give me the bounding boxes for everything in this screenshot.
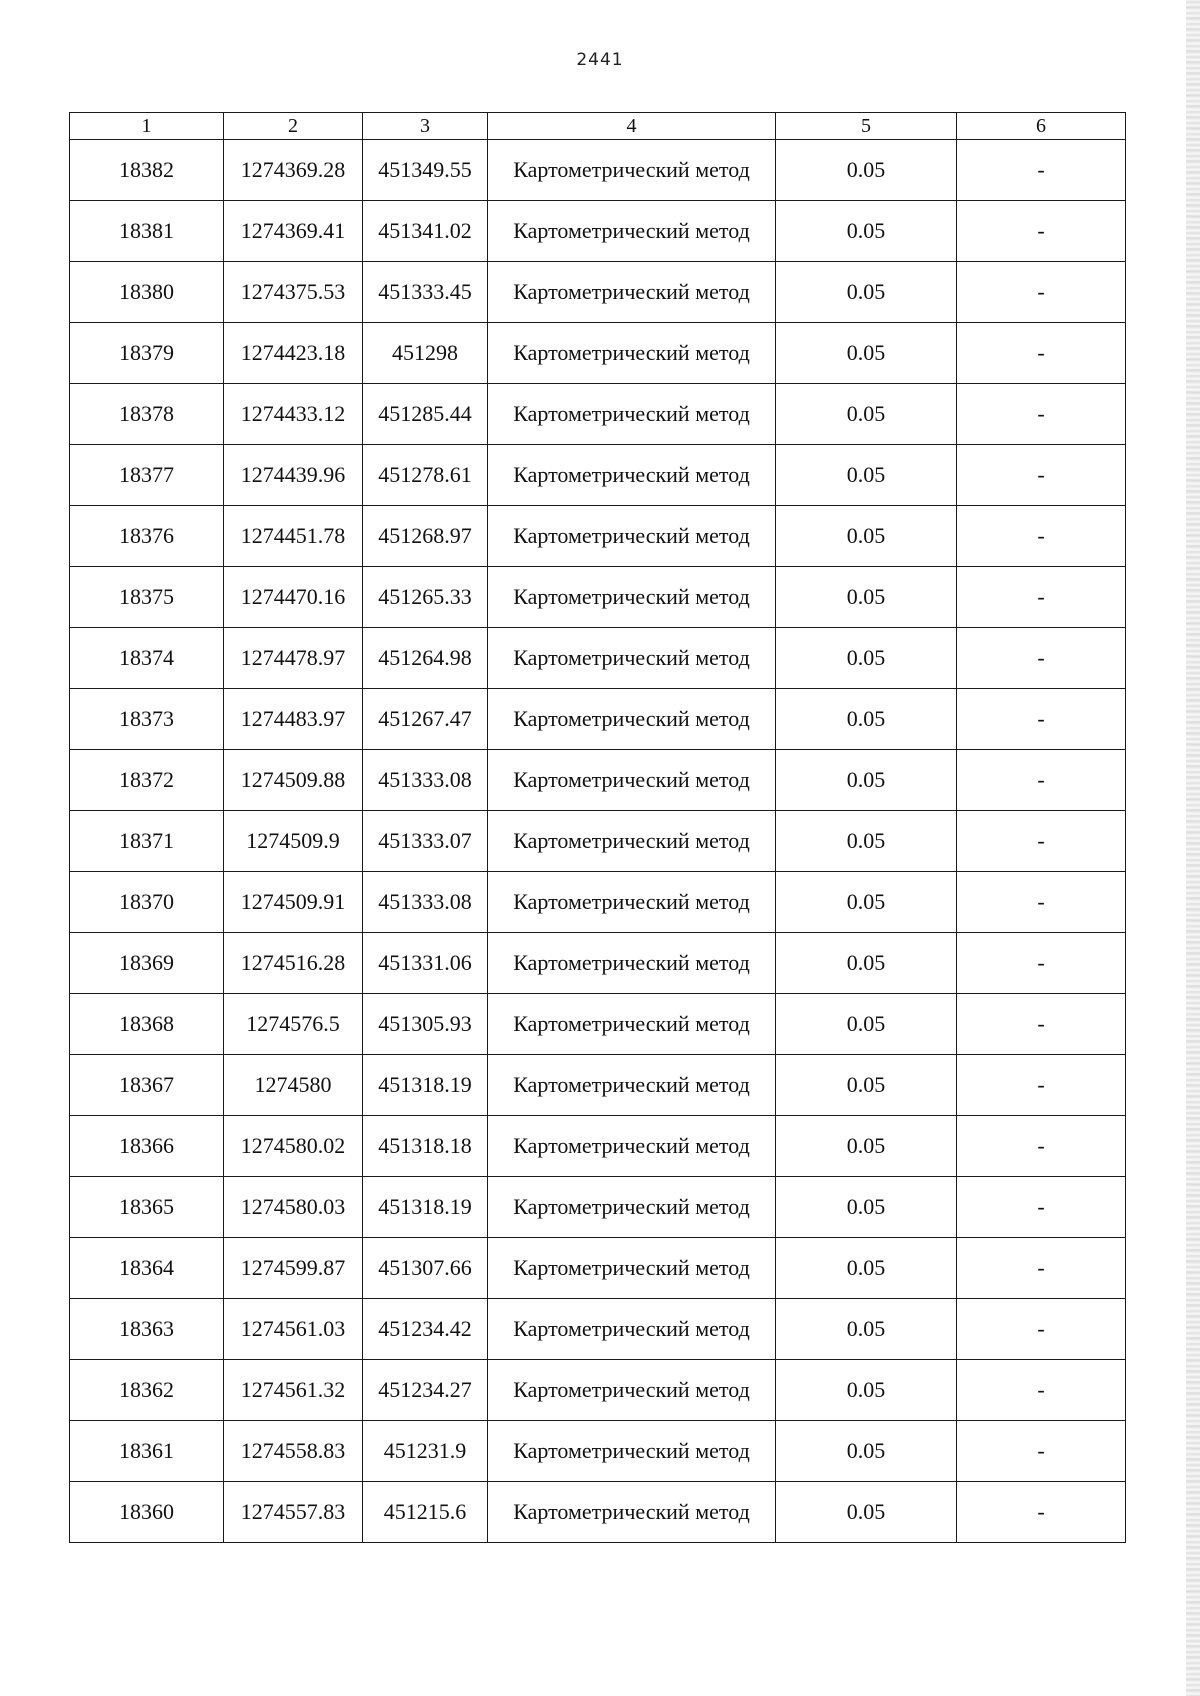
method-cell: Картометрический метод	[488, 1299, 776, 1360]
header-cell-5: 5	[776, 113, 957, 140]
note-cell: -	[957, 750, 1126, 811]
scan-edge-artifact	[1186, 0, 1200, 1696]
table-row	[70, 201, 1126, 262]
table-row	[70, 750, 1126, 811]
accuracy-cell: 0.05	[776, 933, 957, 994]
header-cell-4: 4	[488, 113, 776, 140]
table-row	[70, 994, 1126, 1055]
y-coordinate-cell: 451231.9	[363, 1421, 488, 1482]
x-coordinate-cell: 1274509.88	[224, 750, 363, 811]
point-number-cell: 18367	[70, 1055, 224, 1116]
y-coordinate-cell: 451318.19	[363, 1055, 488, 1116]
note-cell: -	[957, 384, 1126, 445]
accuracy-cell: 0.05	[776, 201, 957, 262]
accuracy-cell: 0.05	[776, 140, 957, 201]
method-cell: Картометрический метод	[488, 384, 776, 445]
table-body	[70, 140, 1126, 1543]
note-cell: -	[957, 567, 1126, 628]
note-cell: -	[957, 628, 1126, 689]
method-cell: Картометрический метод	[488, 872, 776, 933]
point-number-cell: 18378	[70, 384, 224, 445]
note-cell: -	[957, 1299, 1126, 1360]
y-coordinate-cell: 451331.06	[363, 933, 488, 994]
point-number-cell: 18361	[70, 1421, 224, 1482]
x-coordinate-cell: 1274557.83	[224, 1482, 363, 1543]
note-cell: -	[957, 1360, 1126, 1421]
x-coordinate-cell: 1274576.5	[224, 994, 363, 1055]
accuracy-cell: 0.05	[776, 1299, 957, 1360]
x-coordinate-cell: 1274433.12	[224, 384, 363, 445]
x-coordinate-cell: 1274369.41	[224, 201, 363, 262]
point-number-cell: 18371	[70, 811, 224, 872]
table-row	[70, 262, 1126, 323]
table-row	[70, 933, 1126, 994]
point-number-cell: 18380	[70, 262, 224, 323]
method-cell: Картометрический метод	[488, 1116, 776, 1177]
point-number-cell: 18376	[70, 506, 224, 567]
accuracy-cell: 0.05	[776, 323, 957, 384]
y-coordinate-cell: 451278.61	[363, 445, 488, 506]
method-cell: Картометрический метод	[488, 1055, 776, 1116]
y-coordinate-cell: 451285.44	[363, 384, 488, 445]
table-row	[70, 1116, 1126, 1177]
table-row	[70, 506, 1126, 567]
accuracy-cell: 0.05	[776, 994, 957, 1055]
method-cell: Картометрический метод	[488, 140, 776, 201]
note-cell: -	[957, 506, 1126, 567]
note-cell: -	[957, 1055, 1126, 1116]
note-cell: -	[957, 689, 1126, 750]
table-row	[70, 1482, 1126, 1543]
table-row	[70, 1421, 1126, 1482]
table-row	[70, 445, 1126, 506]
y-coordinate-cell: 451333.45	[363, 262, 488, 323]
accuracy-cell: 0.05	[776, 750, 957, 811]
note-cell: -	[957, 1421, 1126, 1482]
x-coordinate-cell: 1274439.96	[224, 445, 363, 506]
accuracy-cell: 0.05	[776, 445, 957, 506]
page-number: 2441	[576, 50, 624, 70]
header-cell-6: 6	[957, 113, 1126, 140]
header-row	[70, 113, 1126, 140]
method-cell: Картометрический метод	[488, 201, 776, 262]
x-coordinate-cell: 1274558.83	[224, 1421, 363, 1482]
note-cell: -	[957, 201, 1126, 262]
y-coordinate-cell: 451333.07	[363, 811, 488, 872]
table-row	[70, 689, 1126, 750]
table-row	[70, 323, 1126, 384]
table-row	[70, 384, 1126, 445]
accuracy-cell: 0.05	[776, 262, 957, 323]
table-row	[70, 1055, 1126, 1116]
accuracy-cell: 0.05	[776, 1238, 957, 1299]
method-cell: Картометрический метод	[488, 506, 776, 567]
point-number-cell: 18368	[70, 994, 224, 1055]
x-coordinate-cell: 1274599.87	[224, 1238, 363, 1299]
accuracy-cell: 0.05	[776, 1055, 957, 1116]
accuracy-cell: 0.05	[776, 1482, 957, 1543]
header-cell-1: 1	[70, 113, 224, 140]
y-coordinate-cell: 451298	[363, 323, 488, 384]
x-coordinate-cell: 1274580	[224, 1055, 363, 1116]
point-number-cell: 18375	[70, 567, 224, 628]
y-coordinate-cell: 451318.19	[363, 1177, 488, 1238]
accuracy-cell: 0.05	[776, 1177, 957, 1238]
accuracy-cell: 0.05	[776, 872, 957, 933]
point-number-cell: 18360	[70, 1482, 224, 1543]
header-cell-3: 3	[363, 113, 488, 140]
table-row	[70, 628, 1126, 689]
table-row	[70, 811, 1126, 872]
method-cell: Картометрический метод	[488, 811, 776, 872]
accuracy-cell: 0.05	[776, 1360, 957, 1421]
point-number-cell: 18362	[70, 1360, 224, 1421]
y-coordinate-cell: 451305.93	[363, 994, 488, 1055]
x-coordinate-cell: 1274369.28	[224, 140, 363, 201]
method-cell: Картометрический метод	[488, 994, 776, 1055]
x-coordinate-cell: 1274451.78	[224, 506, 363, 567]
accuracy-cell: 0.05	[776, 811, 957, 872]
method-cell: Картометрический метод	[488, 445, 776, 506]
y-coordinate-cell: 451333.08	[363, 872, 488, 933]
note-cell: -	[957, 811, 1126, 872]
point-number-cell: 18370	[70, 872, 224, 933]
method-cell: Картометрический метод	[488, 1177, 776, 1238]
point-number-cell: 18369	[70, 933, 224, 994]
x-coordinate-cell: 1274375.53	[224, 262, 363, 323]
method-cell: Картометрический метод	[488, 567, 776, 628]
point-number-cell: 18364	[70, 1238, 224, 1299]
x-coordinate-cell: 1274561.32	[224, 1360, 363, 1421]
accuracy-cell: 0.05	[776, 689, 957, 750]
y-coordinate-cell: 451349.55	[363, 140, 488, 201]
y-coordinate-cell: 451318.18	[363, 1116, 488, 1177]
accuracy-cell: 0.05	[776, 506, 957, 567]
x-coordinate-cell: 1274478.97	[224, 628, 363, 689]
point-number-cell: 18381	[70, 201, 224, 262]
y-coordinate-cell: 451341.02	[363, 201, 488, 262]
point-number-cell: 18379	[70, 323, 224, 384]
note-cell: -	[957, 262, 1126, 323]
table-row	[70, 1299, 1126, 1360]
x-coordinate-cell: 1274483.97	[224, 689, 363, 750]
note-cell: -	[957, 323, 1126, 384]
table-row	[70, 140, 1126, 201]
note-cell: -	[957, 933, 1126, 994]
method-cell: Картометрический метод	[488, 262, 776, 323]
point-number-cell: 18365	[70, 1177, 224, 1238]
method-cell: Картометрический метод	[488, 1238, 776, 1299]
table-row	[70, 872, 1126, 933]
y-coordinate-cell: 451267.47	[363, 689, 488, 750]
table-row	[70, 1177, 1126, 1238]
x-coordinate-cell: 1274580.02	[224, 1116, 363, 1177]
method-cell: Картометрический метод	[488, 689, 776, 750]
coordinates-table	[69, 112, 1126, 1543]
table-row	[70, 1360, 1126, 1421]
y-coordinate-cell: 451215.6	[363, 1482, 488, 1543]
accuracy-cell: 0.05	[776, 1116, 957, 1177]
note-cell: -	[957, 1177, 1126, 1238]
y-coordinate-cell: 451268.97	[363, 506, 488, 567]
accuracy-cell: 0.05	[776, 628, 957, 689]
method-cell: Картометрический метод	[488, 1360, 776, 1421]
point-number-cell: 18363	[70, 1299, 224, 1360]
note-cell: -	[957, 1482, 1126, 1543]
y-coordinate-cell: 451333.08	[363, 750, 488, 811]
table-row	[70, 567, 1126, 628]
note-cell: -	[957, 872, 1126, 933]
method-cell: Картометрический метод	[488, 1482, 776, 1543]
y-coordinate-cell: 451264.98	[363, 628, 488, 689]
header-cell-2: 2	[224, 113, 363, 140]
note-cell: -	[957, 1116, 1126, 1177]
point-number-cell: 18373	[70, 689, 224, 750]
method-cell: Картометрический метод	[488, 1421, 776, 1482]
x-coordinate-cell: 1274509.9	[224, 811, 363, 872]
point-number-cell: 18382	[70, 140, 224, 201]
method-cell: Картометрический метод	[488, 628, 776, 689]
point-number-cell: 18366	[70, 1116, 224, 1177]
accuracy-cell: 0.05	[776, 384, 957, 445]
point-number-cell: 18372	[70, 750, 224, 811]
point-number-cell: 18374	[70, 628, 224, 689]
point-number-cell: 18377	[70, 445, 224, 506]
note-cell: -	[957, 994, 1126, 1055]
y-coordinate-cell: 451234.42	[363, 1299, 488, 1360]
y-coordinate-cell: 451307.66	[363, 1238, 488, 1299]
x-coordinate-cell: 1274509.91	[224, 872, 363, 933]
y-coordinate-cell: 451234.27	[363, 1360, 488, 1421]
method-cell: Картометрический метод	[488, 933, 776, 994]
accuracy-cell: 0.05	[776, 567, 957, 628]
note-cell: -	[957, 140, 1126, 201]
x-coordinate-cell: 1274423.18	[224, 323, 363, 384]
note-cell: -	[957, 1238, 1126, 1299]
x-coordinate-cell: 1274561.03	[224, 1299, 363, 1360]
x-coordinate-cell: 1274516.28	[224, 933, 363, 994]
method-cell: Картометрический метод	[488, 750, 776, 811]
method-cell: Картометрический метод	[488, 323, 776, 384]
accuracy-cell: 0.05	[776, 1421, 957, 1482]
table-row	[70, 1238, 1126, 1299]
x-coordinate-cell: 1274470.16	[224, 567, 363, 628]
note-cell: -	[957, 445, 1126, 506]
x-coordinate-cell: 1274580.03	[224, 1177, 363, 1238]
y-coordinate-cell: 451265.33	[363, 567, 488, 628]
